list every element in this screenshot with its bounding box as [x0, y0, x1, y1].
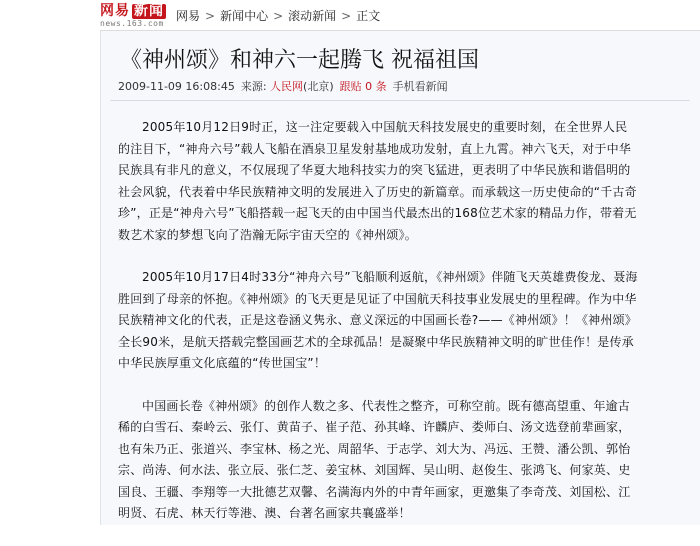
publish-datetime: 2009-11-09 16:08:45: [118, 80, 235, 93]
breadcrumb-separator: >: [341, 9, 352, 23]
article-title: 《神州颂》和神六一起腾飞 祝福祖国: [120, 48, 479, 73]
article-meta: [118, 80, 448, 94]
comments-link[interactable]: [340, 80, 387, 93]
meta-divider: [110, 100, 690, 101]
source-region: (北京): [303, 80, 334, 93]
article-paragraph: 2005年10月17日4时33分“神舟六号”飞船顺利返航，《神州颂》伴随飞天英雄费俊龙、聂海胜回到了母亲的怀抱。《神州颂》的飞天更是见证了中国航天科技事业发展史的里程碑。作为中华民族精神文化的代表，正是这卷涵义隽永、意义深远的中国画长卷?——《神州颂》！《神州颂》全长90米，是航天搭载完整国画艺术的全球孤品！是凝聚中华民族精神文明的旷世佳作！是传承中华民族厚重文化底蕴的“传世国宝”！: [118, 270, 638, 370]
breadcrumb-rolling-news-link[interactable]: 滚动新闻: [288, 9, 337, 23]
netease-news-logo[interactable]: [100, 4, 168, 26]
breadcrumb-separator: >: [205, 9, 216, 23]
article-paragraph: 2005年10月12日9时正，这一注定要载入中国航天科技发展史的重要时刻，在全世界人民的注目下，“神舟六号”载人飞船在酒泉卫星发射基地成功发射，直上九霄。神六飞天，对于中华民族具有非凡的意义，不仅展现了华夏大地科技实力的突飞猛进，更表明了中华民族和谐倡明的社会风貌，代表着中华民族精神文明的发展进入了历史的新篇章。而承载这一历史使命的“千古奇珍”，正是“神舟六号”飞船搭载一起飞天的由中国当代最杰出的168位艺术家的精品力作，带着无数艺术家的梦想飞向了浩瀚无际宇宙天空的《神州颂》。: [118, 120, 637, 242]
top-bar: [0, 0, 700, 30]
breadcrumb-separator: >: [273, 9, 284, 23]
breadcrumb-news-center-link[interactable]: 新闻中心: [220, 9, 269, 23]
article-body: [118, 117, 638, 546]
breadcrumb-home-link[interactable]: 网易: [176, 9, 201, 23]
breadcrumb-current: 正文: [356, 9, 381, 23]
article-paragraph: 中国画长卷《神州颂》的创作人数之多、代表性之整齐，可称空前。既有德高望重、年逾古稀的白雪石、秦岭云、张仃、黄苗子、崔子范、孙其峰、许麟庐、娄师白、汤文选登前辈画家，也有朱乃正、张道兴、李宝林、杨之光、周韶华、于志学、刘大为、冯远、王赞、潘公凯、郭怡宗、尚涛、何水法、张立辰、张仁芝、姜宝林、刘国辉、吴山明、赵俊生、张鸿飞、何家英、史国良、王疆、李翔等一大批德艺双馨、名满海内外的中青年画家，更邀集了李奇茂、刘国松、江明贤、石虎、林天行等港、澳、台著名画家共襄盛举！: [118, 398, 631, 520]
mobile-news-link[interactable]: 手机看新闻: [392, 80, 448, 93]
source-link[interactable]: 人民网: [270, 80, 304, 93]
comments-unit: 条: [375, 80, 387, 93]
logo-box-text: 新闻: [134, 3, 164, 19]
source-label: 来源:: [240, 80, 267, 93]
comments-label: 跟贴: [339, 80, 362, 93]
logo-url-text: news.163.com: [100, 19, 164, 28]
comments-count: 0: [365, 80, 373, 93]
logo-text: 网易: [100, 3, 130, 19]
breadcrumb: [176, 8, 380, 24]
logo-mark: [100, 4, 168, 19]
